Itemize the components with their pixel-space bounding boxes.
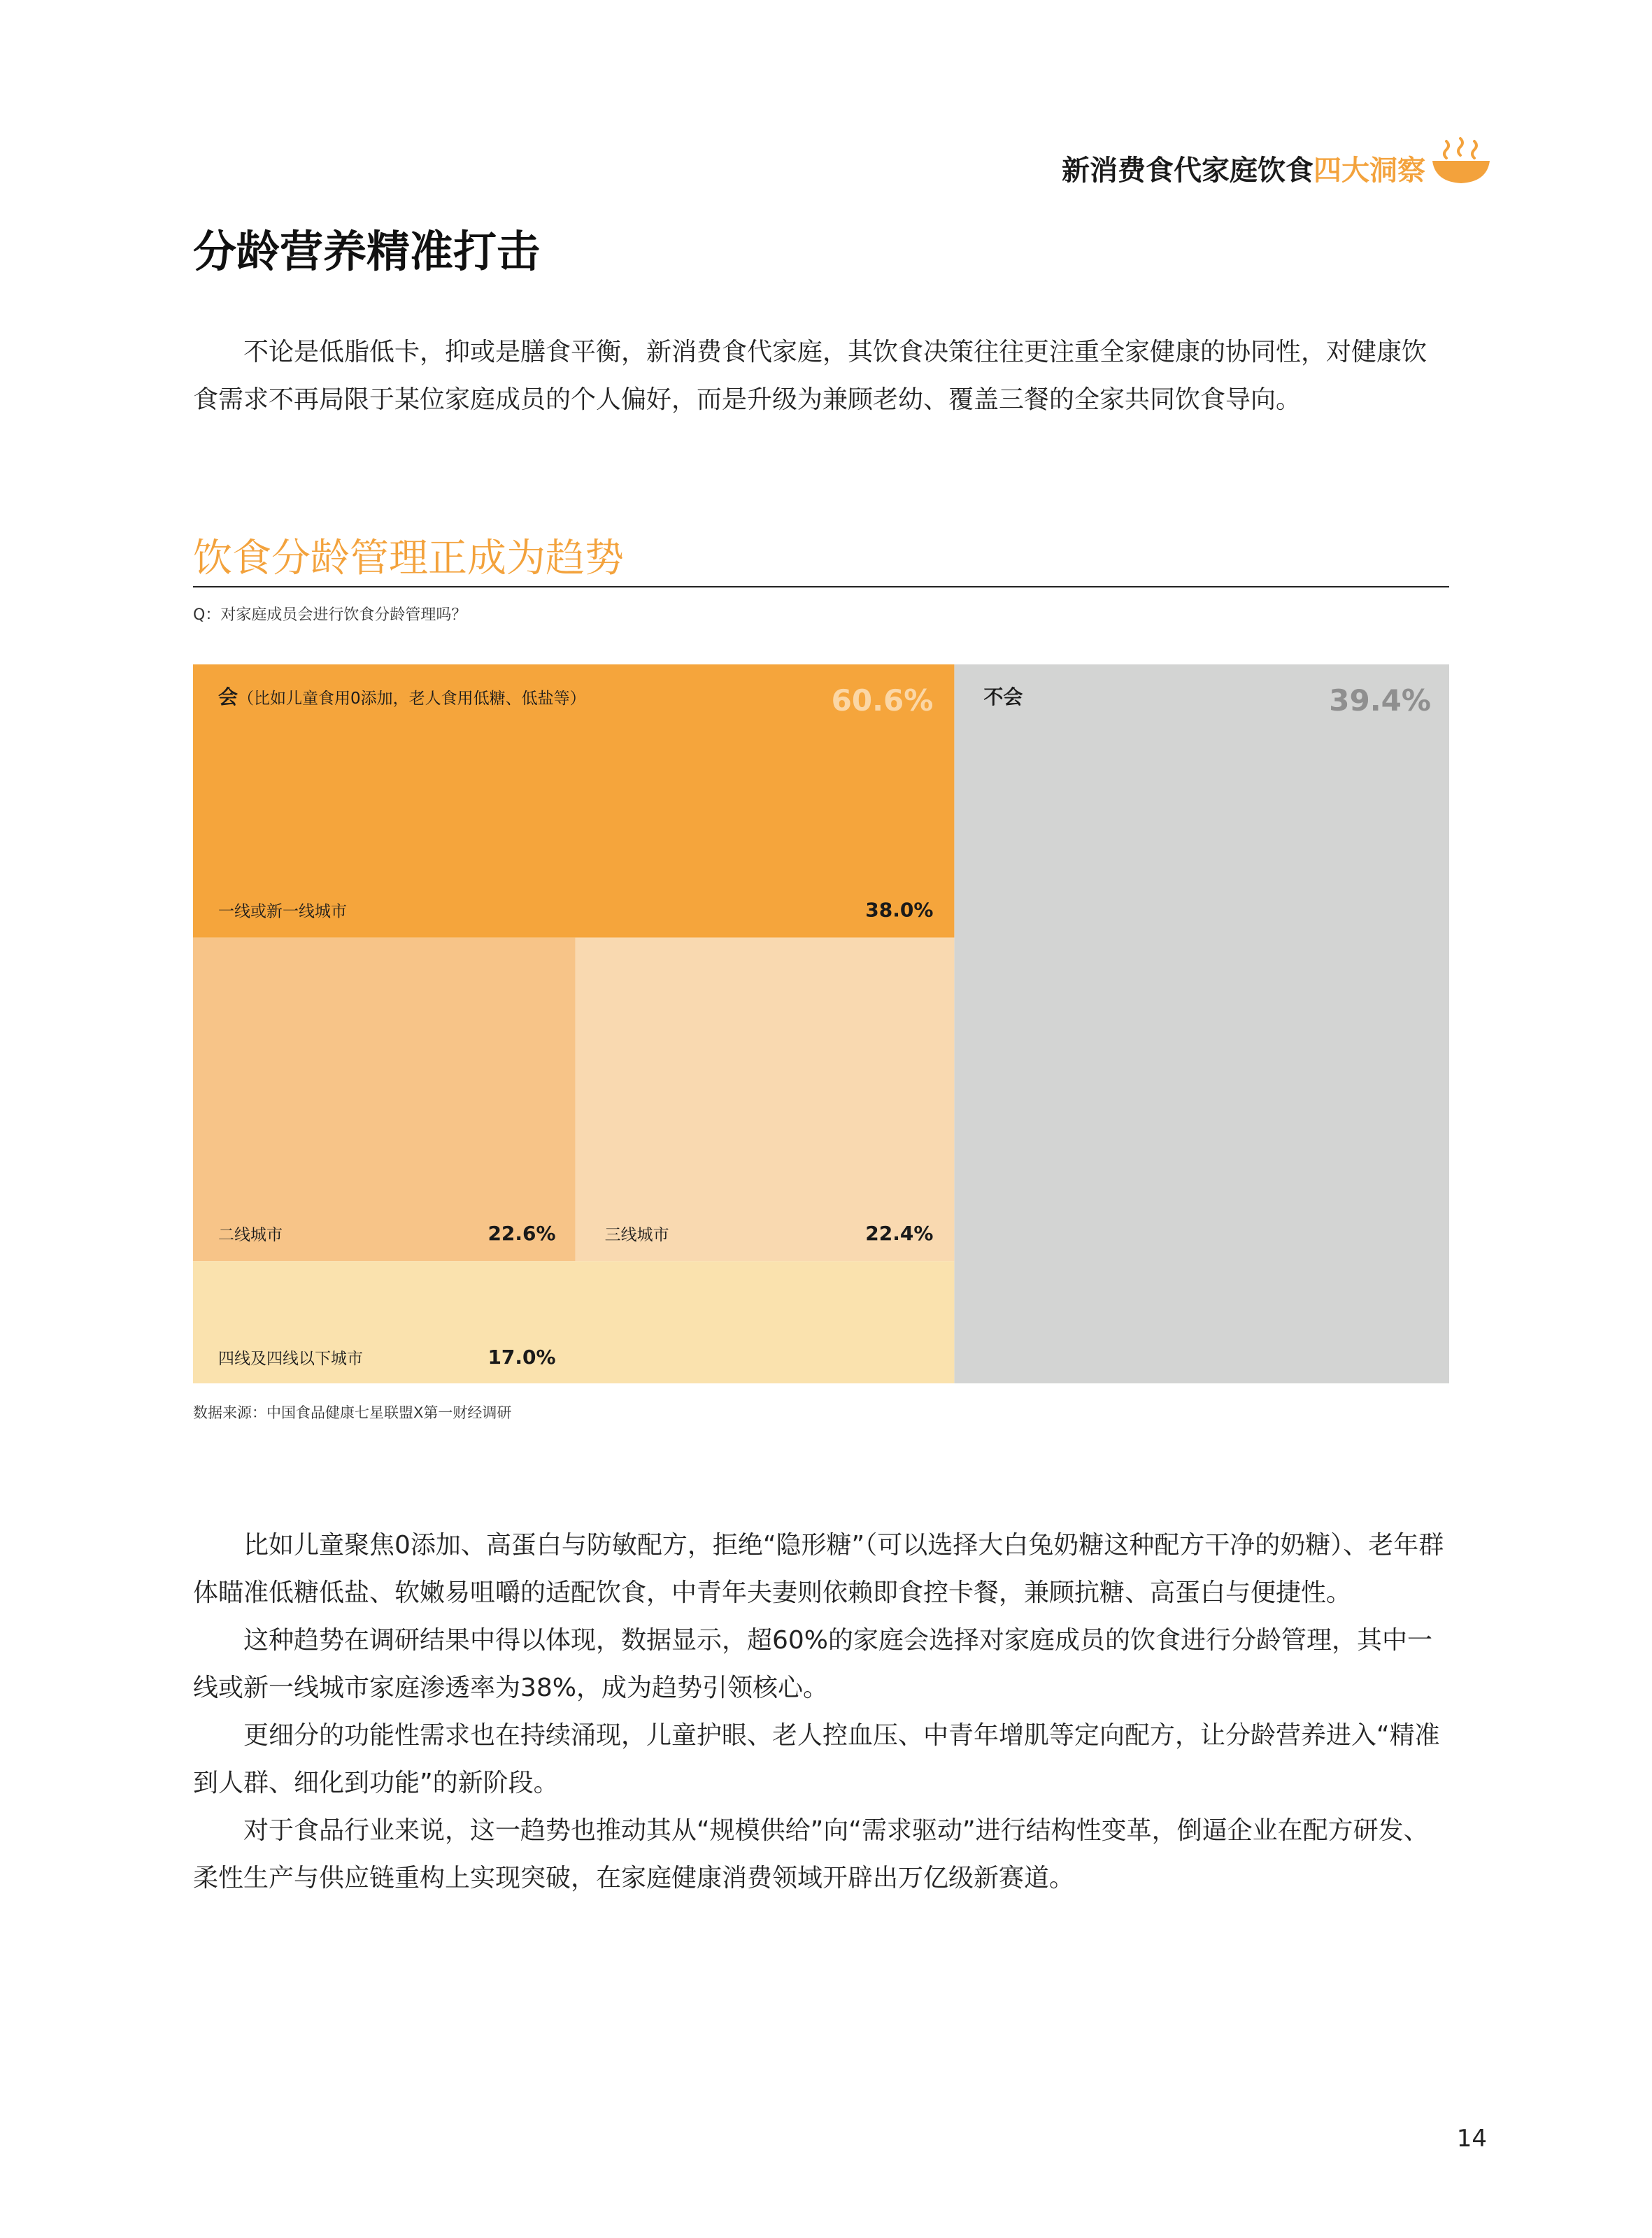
treemap-tier4-value: 17.0% [487, 1346, 556, 1369]
treemap-cell-tier2 [193, 938, 576, 1262]
body-paragraph-1: 比如儿童聚焦0添加、高蛋白与防敏配方，拒绝“隐形糖”（可以选择大白兔奶糖这种配方干净的奶糖）、老年群体瞄准低糖低盐、软嫩易咀嚼的适配饮食，中青年夫妻则依赖即食控卡餐，兼顾抗糖、高蛋白与便捷性。 [193, 1531, 1444, 1607]
steaming-bowl-icon [1430, 137, 1493, 186]
header-title-accent: 四大洞察 [1313, 155, 1425, 187]
data-source: 数据来源：中国食品健康七星联盟X第一财经调研 [193, 1404, 512, 1421]
body-paragraphs [193, 1522, 1449, 1902]
treemap-no-label: 不会 [983, 685, 1023, 708]
section-title: 分龄营养精准打击 [193, 226, 541, 277]
treemap-yes-value: 60.6% [831, 683, 934, 718]
chart-title: 饮食分龄管理正成为趋势 [193, 536, 624, 581]
body-paragraph-4: 对于食品行业来说，这一趋势也推动其从“规模供给”向“需求驱动”进行结构性变革，倒逼企业在配方研发、柔性生产与供应链重构上实现突破，在家庭健康消费领域开辟出万亿级新赛道。 [193, 1816, 1429, 1893]
treemap-cell-tier3 [576, 938, 955, 1262]
body-paragraph-2: 这种趋势在调研结果中得以体现，数据显示，超60%的家庭会选择对家庭成员的饮食进行分龄管理，其中一线或新一线城市家庭渗透率为38%，成为趋势引领核心。 [193, 1626, 1433, 1702]
intro-paragraph: 不论是低脂低卡，抑或是膳食平衡，新消费食代家庭，其饮食决策往往更注重全家健康的协同性，对健康饮食需求不再局限于某位家庭成员的个人偏好，而是升级为兼顾老幼、覆盖三餐的全家共同饮食导向。 [193, 338, 1427, 414]
treemap-tier3-label: 三线城市 [604, 1226, 669, 1245]
treemap-chart [193, 664, 1449, 1383]
page-number: 14 [1456, 2125, 1487, 2153]
treemap-yes-label-note: （比如儿童食用0添加，老人食用低糖、低盐等） [238, 690, 586, 708]
treemap-cell-no [954, 664, 1449, 1383]
chart-title-divider [193, 586, 1449, 587]
treemap-tier2-label: 二线城市 [218, 1226, 283, 1245]
header-title-main: 新消费食代家庭饮食 [1062, 155, 1313, 187]
chart-question: Q：对家庭成员会进行饮食分龄管理吗？ [193, 606, 467, 624]
header-title [1062, 148, 1425, 188]
treemap-tier2-value: 22.6% [487, 1222, 556, 1246]
treemap-tier4-label: 四线及四线以下城市 [218, 1350, 363, 1368]
treemap-tier1-label: 一线或新一线城市 [218, 902, 347, 921]
treemap-tier1-value: 38.0% [865, 898, 934, 922]
treemap-tier3-value: 22.4% [865, 1222, 934, 1246]
treemap-yes-label-main: 会 [218, 685, 238, 708]
body-paragraph-3: 更细分的功能性需求也在持续涌现，儿童护眼、老人控血压、中青年增肌等定向配方，让分龄营养进入“精准到人群、细化到功能”的新阶段。 [193, 1721, 1440, 1797]
treemap-no-value: 39.4% [1329, 683, 1431, 718]
